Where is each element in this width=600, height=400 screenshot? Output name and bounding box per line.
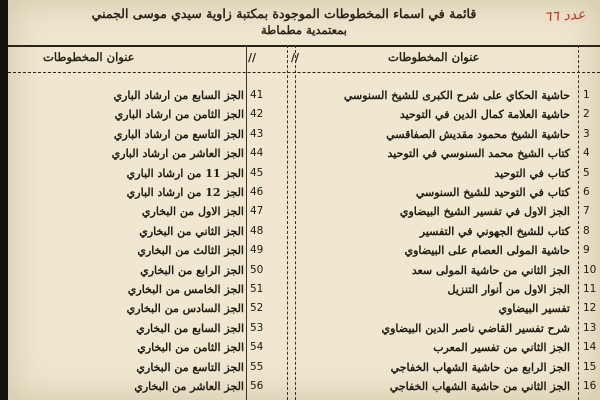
item-number: 53 <box>250 321 264 334</box>
item-title: الجز 12 من ارشاد الباري <box>126 186 244 199</box>
list-item <box>8 222 600 241</box>
item-title: حاشية العلامة كمال الدين في التوحيد <box>399 108 570 122</box>
item-number: 10 <box>583 263 597 276</box>
item-number: 1 <box>583 89 590 101</box>
item-number: 45 <box>250 166 264 179</box>
item-title: الجز الرابع من حاشية الشهاب الخفاجي <box>390 360 570 374</box>
item-title: الجز الثامن من ارشاد الباري <box>114 108 244 122</box>
header-rule <box>8 45 600 47</box>
item-number: 2 <box>583 108 590 121</box>
list-item <box>8 105 600 124</box>
item-title: الجز الرابع من البخاري <box>140 263 244 277</box>
item-title: الجز الثاني من البخاري <box>139 224 244 238</box>
item-title: الجز التاسع من البخاري <box>136 360 244 374</box>
item-title: تفسير البيضاوي <box>498 302 570 316</box>
item-title: الجز 11 من ارشاد الباري <box>126 166 244 180</box>
item-number: 13 <box>583 321 597 334</box>
item-title: الجز الخامس من البخاري <box>127 283 244 296</box>
list-item <box>8 125 600 144</box>
item-title: الجز الثاني من حاشية الشهاب الخفاجي <box>389 380 570 393</box>
item-title: الجز السابع من ارشاد الباري <box>113 89 244 102</box>
item-title: حاشية الشيخ محمود مقديش الصفاقسي <box>386 127 570 141</box>
item-number: 42 <box>250 108 264 121</box>
item-title: الجز الثامن من البخاري <box>137 341 244 355</box>
left-column-marker: // <box>248 51 257 64</box>
item-number: 15 <box>583 360 597 373</box>
item-title: الجز الاول في تفسير الشيخ البيضاوي <box>399 205 570 219</box>
item-number: 9 <box>583 244 590 257</box>
item-title: شرح تفسير القاضي ناصر الدين البيضاوي <box>381 321 570 335</box>
item-title: كتاب الشيخ محمد السنوسي في التوحيد <box>387 147 570 161</box>
document-title: قائمة في اسماء المخطوطات الموجودة بمكتبة زاوية سيدي موسى الجمني <box>91 6 477 21</box>
list-item <box>8 86 600 105</box>
left-column-heading: عنوان المخطوطات <box>43 50 135 64</box>
item-title: حاشية الحكاي على شرح الكبرى للشيخ السنوسي <box>343 89 570 102</box>
item-number: 6 <box>583 186 590 198</box>
item-title: الجز السابع من البخاري <box>136 321 244 335</box>
item-number: 43 <box>250 127 264 140</box>
item-number: 51 <box>250 283 264 295</box>
item-title: كتاب في التوحيد للشيخ السنوسي <box>415 186 570 199</box>
item-number: 55 <box>250 360 264 373</box>
right-column-heading: عنوان المخطوطات <box>388 50 480 64</box>
manuscript-list-page <box>8 0 600 400</box>
document-header <box>8 0 600 42</box>
item-title: الجز العاشر من البخاري <box>134 380 244 393</box>
item-title: الجز الثاني من تفسير المعرب <box>433 341 570 355</box>
item-number: 41 <box>250 89 264 101</box>
list-item <box>8 338 600 357</box>
item-title: الجز العاشر من ارشاد الباري <box>111 147 244 161</box>
list-item <box>8 164 600 183</box>
item-number: 3 <box>583 127 590 140</box>
item-number: 16 <box>583 380 597 392</box>
item-number: 44 <box>250 147 264 160</box>
list-item <box>8 144 600 163</box>
item-title: الجز الاول من البخاري <box>141 205 244 219</box>
item-title: كتاب للشيخ الجهوني في التفسير <box>419 224 570 238</box>
list-item <box>8 202 600 221</box>
item-title: الجز الثاني من حاشية المولى سعد <box>411 263 570 277</box>
list-item <box>8 358 600 377</box>
item-number: 7 <box>583 205 590 218</box>
item-title: كتاب في التوحيد <box>494 166 570 180</box>
list-item <box>8 319 600 338</box>
list-item <box>8 261 600 280</box>
item-number: 12 <box>583 302 597 315</box>
item-number: 4 <box>583 147 590 160</box>
item-number: 5 <box>583 166 590 179</box>
item-number: 49 <box>250 244 264 257</box>
item-number: 52 <box>250 302 264 315</box>
item-number: 8 <box>583 224 590 237</box>
handwritten-page-note: عدد ٦٦ <box>543 6 586 26</box>
item-number: 54 <box>250 341 264 354</box>
item-title: الجز التاسع من ارشاد الباري <box>113 127 244 141</box>
list-item <box>8 377 600 396</box>
item-number: 50 <box>250 263 264 276</box>
document-subtitle: بمعتمدية مطماطة <box>261 23 347 37</box>
list-item <box>8 280 600 299</box>
item-title: الجز السادس من البخاري <box>126 302 244 316</box>
list-item <box>8 299 600 318</box>
column-heading-rule <box>8 72 600 73</box>
item-number: 48 <box>250 224 264 237</box>
item-title: حاشية المولى العصام على البيضاوي <box>404 244 570 258</box>
item-number: 14 <box>583 341 597 354</box>
right-column-marker: // <box>291 51 300 64</box>
item-number: 46 <box>250 186 264 198</box>
item-title: الجز الاول من أنوار التنزيل <box>447 283 570 296</box>
list-item <box>8 241 600 260</box>
item-number: 47 <box>250 205 264 218</box>
item-number: 11 <box>583 283 597 295</box>
item-title: الجز الثالث من البخاري <box>137 244 244 258</box>
list-item <box>8 183 600 202</box>
item-number: 56 <box>250 380 264 392</box>
